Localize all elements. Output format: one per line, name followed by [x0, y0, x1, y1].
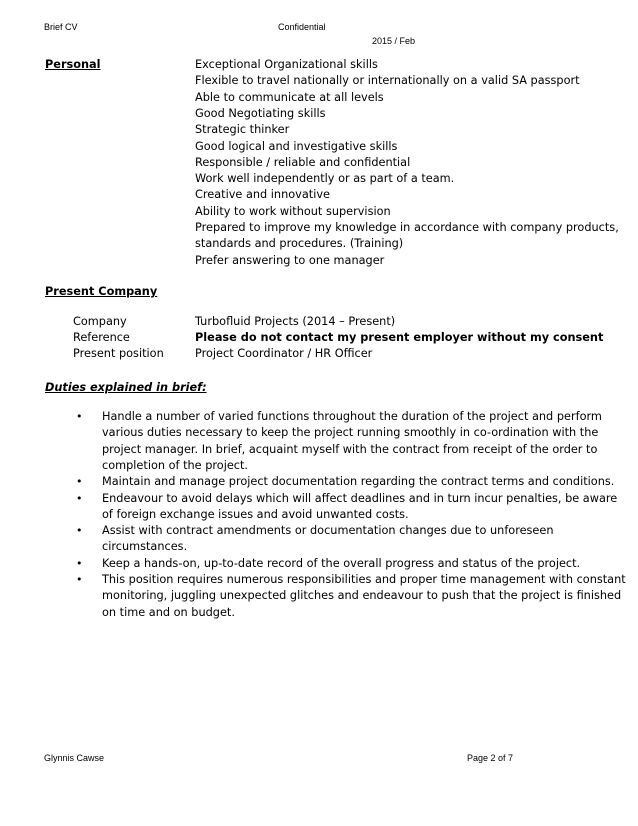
personal-skill-item: Exceptional Organizational skills	[195, 58, 378, 71]
personal-skill-item: Prepared to improve my knowledge in accordance with company products,	[195, 221, 619, 234]
duty-item-line: project manager. In brief, acquaint myself with the contract from receipt of the order to	[102, 442, 598, 456]
company-field-value: Turbofluid Projects (2014 – Present)	[195, 315, 396, 328]
company-field-label: Company	[73, 315, 127, 328]
company-field-value: Please do not contact my present employer without my consent	[195, 331, 604, 344]
duty-item-line: on time and on budget.	[102, 605, 235, 619]
personal-skill-item: Prefer answering to one manager	[195, 253, 385, 267]
duty-item-line: Keep a hands-on, up-to-date record of the overall progress and status of the project.	[102, 556, 581, 570]
company-field-label: Present position	[73, 347, 164, 360]
personal-label: Personal	[45, 58, 101, 71]
personal-skill-item: Responsible / reliable and confidential	[195, 155, 411, 169]
duty-item-line: Assist with contract amendments or documentation changes due to unforeseen	[102, 524, 554, 538]
present-company-label: Present Company	[45, 285, 158, 298]
footer-name: Glynnis Cawse	[44, 753, 105, 763]
bullet-icon: •	[76, 556, 83, 570]
duty-item-line: monitoring, juggling unexpected glitches and endeavour to push that the project is finished	[102, 589, 622, 603]
personal-skill-item: Good logical and investigative skills	[195, 139, 398, 153]
personal-skill-item: Creative and innovative	[195, 188, 330, 202]
personal-skill-item: Flexible to travel nationally or internationally on a valid SA passport	[195, 74, 580, 88]
bullet-icon: •	[76, 573, 83, 586]
duties-heading: Duties explained in brief:	[45, 381, 207, 394]
personal-skill-item: Ability to work without supervision	[195, 204, 391, 218]
bullet-icon: •	[76, 524, 83, 538]
duty-item-line: Handle a number of varied functions throughout the duration of the project and perform	[102, 410, 602, 423]
personal-skill-item: Able to communicate at all levels	[195, 90, 384, 104]
footer-page-number: Page 2 of 7	[467, 753, 514, 763]
duty-item-line: of foreign exchange issues and avoid unwanted costs.	[102, 507, 409, 521]
personal-skill-item: standards and procedures. (Training)	[195, 237, 404, 251]
personal-skill-item: Strategic thinker	[195, 123, 290, 137]
duty-item-line: Maintain and manage project documentation regarding the contract terms and conditions.	[102, 475, 615, 489]
company-field-label: Reference	[73, 331, 130, 344]
header-center: Confidential	[278, 22, 326, 32]
duty-item-line: circumstances.	[102, 540, 188, 554]
header-date: 2015 / Feb	[372, 36, 416, 46]
personal-skill-item: Good Negotiating skills	[195, 106, 326, 120]
duty-item-line: Endeavour to avoid delays which will affect deadlines and in turn incur penalties, be aware	[102, 491, 618, 505]
duty-item-line: various duties necessary to keep the project running smoothly in co-ordination with the	[102, 426, 599, 440]
header-left: Brief CV	[44, 22, 78, 32]
bullet-icon: •	[76, 491, 83, 505]
duty-item-line: completion of the project.	[102, 458, 249, 472]
duty-item-line: This position requires numerous responsibilities and proper time management with constant	[102, 573, 626, 586]
personal-skill-item: Work well independently or as part of a team.	[195, 172, 455, 186]
company-field-value: Project Coordinator / HR Officer	[195, 347, 373, 360]
bullet-icon: •	[76, 475, 83, 489]
bullet-icon: •	[76, 410, 83, 423]
